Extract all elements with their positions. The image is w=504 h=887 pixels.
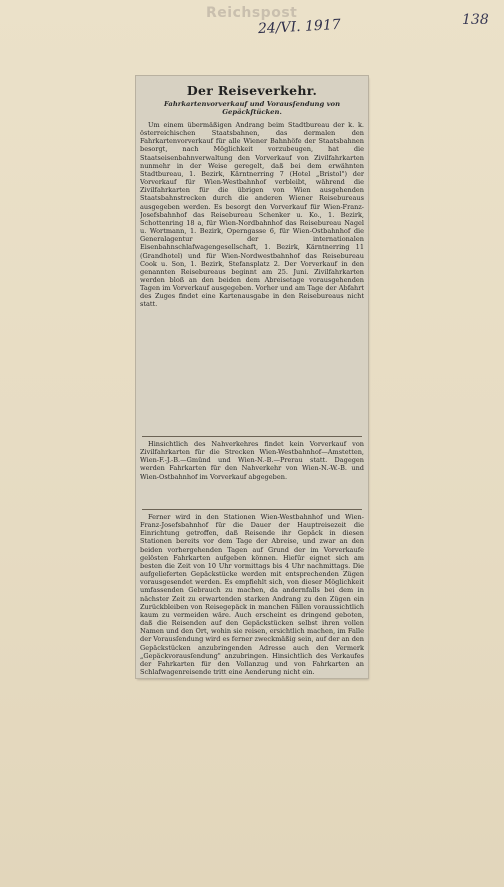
- newspaper-stamp: Reichspost: [206, 5, 298, 21]
- article-paragraph: Ferner wird in den Stationen Wien-Westbahnhof und Wien-Franz-Josefsbahnhof für die Dauer der Hauptreisezeit die Einrichtung getroffen, daß Reisende ihr Gepäck in diesen Stationen bereits vor dem Tage der Abreise, und zwar an den beiden vorhergehenden Tagen auf Grund der im Vorverkaufe gelösten Fahrkarten aufgeben können. Hiefür eignet sich am besten die Zeit von 10 Uhr vormittags bis 4 Uhr nachmittags. Die aufgelieferten Gepäckstücke werden mit entsprechenden Zügen vorausgesendet werden. Es empfiehlt sich, von dieser Möglichkeit umfassenden Gebrauch zu machen, da andernfalls bei dem in nächster Zeit zu erwartenden starken Andrang zu den Zügen ein Zurückbleiben von Reisegepäck in manchen Fällen voraussichtlich kaum zu vermeiden wäre. Auch erscheint es dringend geboten, daß die Reisenden auf den Gepäckstücken selbst ihren vollen Namen und den Ort, wohin sie reisen, ersichtlich machen, im Falle der Vorausſendung wird es ferner zweckmäßig sein, auf der an den Gepäckstücken anzubringenden Adresse auch den Vermerk „Gepäckvorausſendung" anzubringen. Hinsichtlich des Verkaufes der Fahrkarten für den Vollanzug und von Fahrkarten an Schlafwagenreisende tritt eine Aenderung nicht ein.: [140, 513, 364, 676]
- newspaper-clipping: [136, 76, 368, 678]
- divider: [142, 436, 362, 437]
- divider: [142, 509, 362, 510]
- article-subtitle: Fahrkartenvorverkauf und Vorausſendung von Gepäckſtücken.: [163, 100, 341, 116]
- article-title: Der Reiseverkehr.: [186, 83, 318, 98]
- article-paragraph: Hinsichtlich des Nahverkehres findet kein Vorverkauf von Zivilfahrkarten für die Strecken Wien-Westbahnhof—Amstetten, Wien-F.-J.-B.—Gmünd und Wien-N.-B.—Prerau statt. Dagegen werden Fahrkarten für den Nahverkehr von Wien-N.-W.-B. und Wien-Ostbahnhof im Vorverkauf abgegeben.: [140, 440, 364, 481]
- page-number: 138: [462, 12, 489, 28]
- article-paragraph: Um einem übermäßigen Andrang beim Stadtbureau der k. k. österreichischen Staatsbahnen, das dermalen den Fahrkartenvorverkauf für alle Wiener Bahnhöfe der Staatsbahnen besorgt, nach Möglichkeit vorzubeugen, hat die Staatseisenbahnverwaltung den Vorverkauf von Zivilfahrkarten nunmehr in der Weise geregelt, daß bei dem erwähnten Stadtbureau, 1. Bezirk, Kärntnerring 7 (Hotel „Bristol") der Vorverkauf für Wien-Westbahnhof verbleibt, während die Zivilfahrkarten für die übrigen von Wien ausgehenden Staatsbahnstrecken durch die anderen Wiener Reisebureaus ausgegeben werden. Es besorgt den Vorverkauf für Wien-Franz-Josefsbahnhof das Reisebureau Schenker u. Ko., 1. Bezirk, Schottenring 18 a, für Wien-Nordbahnhof das Reisebureau Nagel u. Wortmann, 1. Bezirk, Operngasse 6, für Wien-Ostbahnhof die Generalagentur der internationalen Eisenbahnschlafwagengesellschaft, 1. Bezirk, Kärntnerring 11 (Grandhotel) und für Wien-Nordwestbahnhof das Reisebureau Cook u. Son, 1. Bezirk, Stefansplatz 2. Der Vorverkauf in den genannten Reisebureaus beginnt am 25. Juni. Zivilfahrkarten werden bloß an den beiden dem Abreisetage vorausgehenden Tagen im Vorverkauf ausgegeben. Vorher und am Tage der Abfahrt des Zuges findet eine Kartenausgabe in den Reisebureaus nicht statt.: [140, 121, 364, 309]
- handwritten-date: 24/VI. 1917: [257, 16, 342, 38]
